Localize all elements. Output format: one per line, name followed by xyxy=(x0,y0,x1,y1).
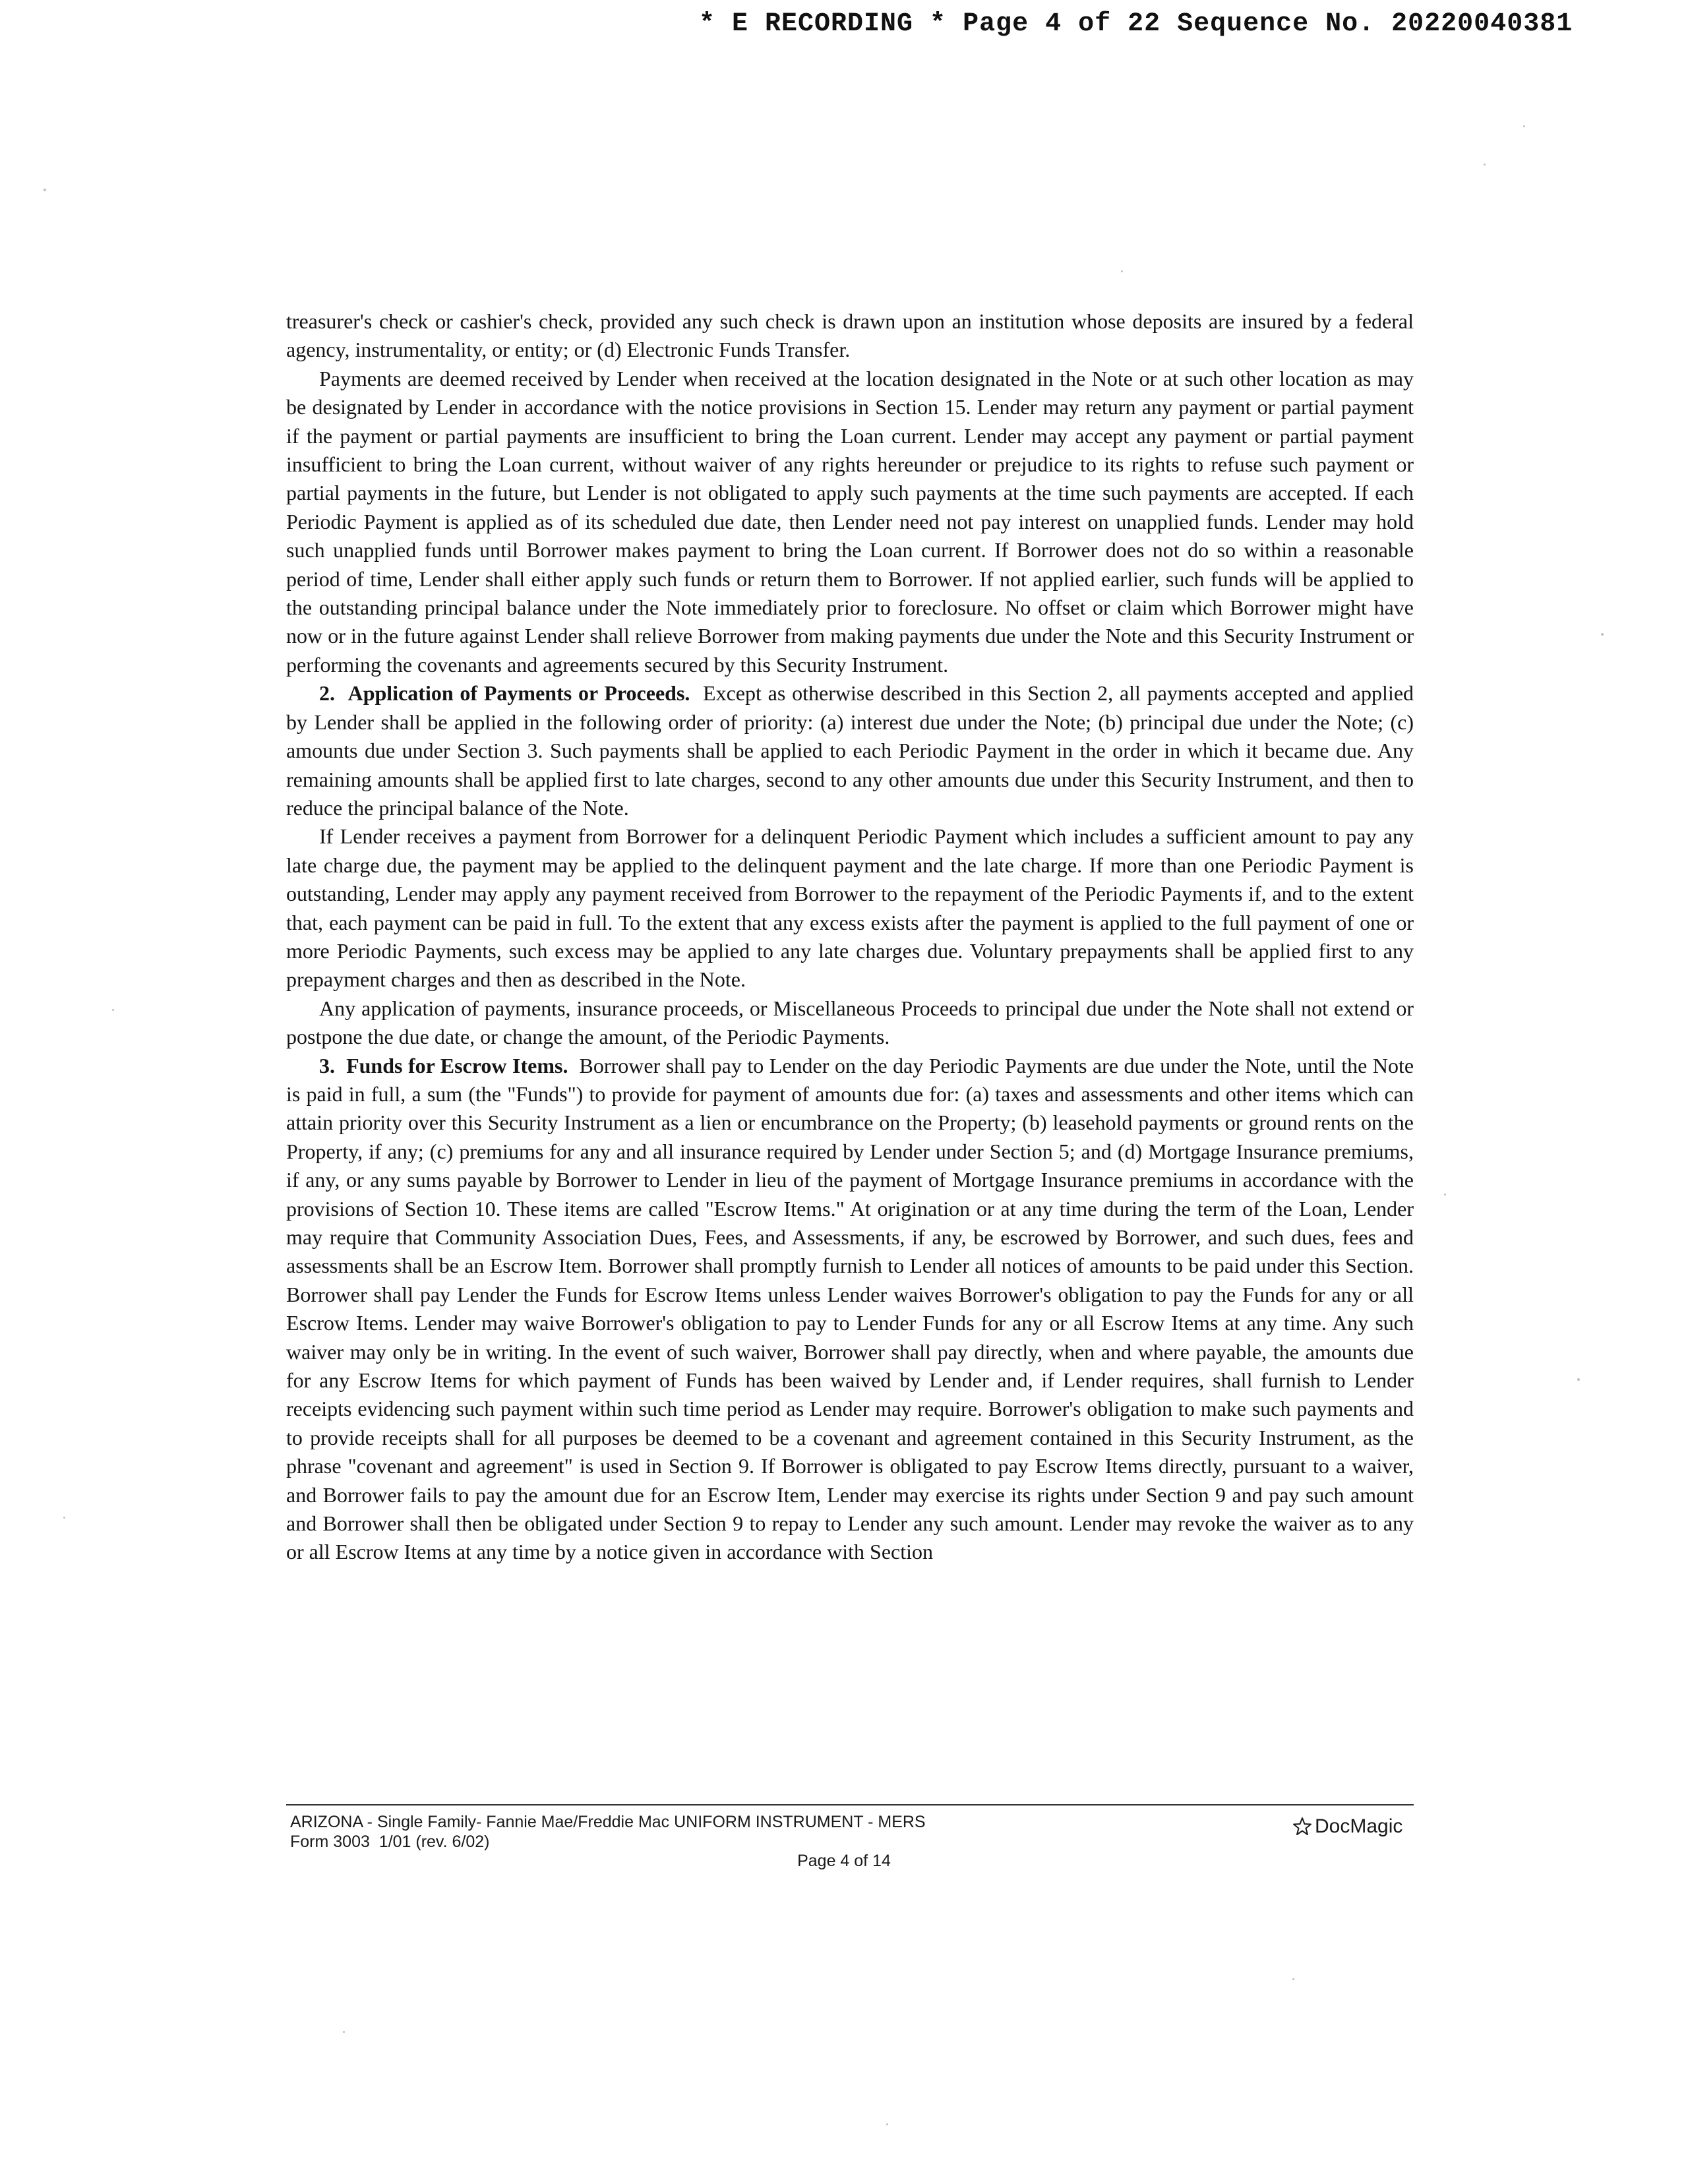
scan-speckle xyxy=(1121,270,1123,272)
scan-speckle xyxy=(1444,1194,1446,1196)
scan-speckle xyxy=(343,2031,345,2033)
docmagic-logo-text: DocMagic xyxy=(1315,1815,1403,1837)
footer-form-line-1: ARIZONA - Single Family- Fannie Mae/Freddie Mac UNIFORM INSTRUMENT - MERS xyxy=(290,1813,926,1831)
section-2-number: 2. xyxy=(319,681,335,706)
scan-speckle xyxy=(1292,1978,1294,1980)
section-3-number: 3. xyxy=(319,1053,335,1077)
section-2-title: Application of Payments or Proceeds. xyxy=(347,681,690,706)
section-2-paragraph xyxy=(286,679,1414,822)
section-3-title: Funds for Escrow Items. xyxy=(346,1053,568,1077)
scan-speckle xyxy=(1601,633,1604,636)
star-outline-icon xyxy=(1292,1817,1312,1836)
recording-header: * E RECORDING * Page 4 of 22 Sequence No. 20220040381 xyxy=(699,9,1573,39)
scan-speckle xyxy=(1484,164,1486,166)
section-3-paragraph xyxy=(286,1052,1414,1567)
scan-speckle xyxy=(1577,1378,1580,1381)
paragraph-delinquent-payment: If Lender receives a payment from Borrower for a delinquent Periodic Payment which includes a sufficient amount to pay any late charge due, the payment may be applied to the delinquent payment and the late charge. If more than one Periodic Payment is outstanding, Lender may apply any payment received from Borrower to the repayment of the Periodic Payments if, and to the extent that, each payment can be paid in full. To the extent that any excess exists after the payment is applied to the full payment of one or more Periodic Payments, such excess may be applied to any late charges due. Voluntary prepayments shall be applied first to any prepayment charges and then as described in the Note. xyxy=(286,824,1414,992)
section-3-text: Borrower shall pay to Lender on the day Periodic Payments are due under the Note, until the Note is paid in full, a sum (the "Funds") to provide for payment of amounts due for: (a) taxes and assessments and other items which can attain priority over this Security Instrument as a lien or encumbrance on the Property; (b) leasehold payments or ground rents on the Property, if any; (c) premiums for any and all insurance required by Lender under Section 5; and (d) Mortgage Insurance premiums, if any, or any sums payable by Borrower to Lender in lieu of the payment of Mortgage Insurance premiums in accordance with the provisions of Section 10. These items are called "Escrow Items." At origination or at any time during the term of the Loan, Lender may require that Community Association Dues, Fees, and Assessments, if any, be escrowed by Borrower, and such dues, fees and assessments shall be an Escrow Item. Borrower shall promptly furnish to Lender all notices of amounts to be paid under this Section. Borrower shall pay Lender the Funds for Escrow Items unless Lender waives Borrower's obligation to pay the Funds for any or all Escrow Items. Lender may waive Borrower's obligation to pay to Lender Funds for any or all Escrow Items at any time. Any such waiver may only be in writing. In the event of such waiver, Borrower shall pay directly, when and where payable, the amounts due for any Escrow Items for which payment of Funds has been waived by Lender and, if Lender requires, shall furnish to Lender receipts evidencing such payment within such time period as Lender may require. Borrower's obligation to make such payments and to provide receipts shall for all purposes be deemed to be a covenant and agreement contained in this Security Instrument, as the phrase "covenant and agreement" is used in Section 9. If Borrower is obligated to pay Escrow Items directly, pursuant to a waiver, and Borrower fails to pay the amount due for an Escrow Item, Lender may exercise its rights under Section 9 and pay such amount and Borrower shall then be obligated under Section 9 to repay to Lender any such amount. Lender may revoke the waiver as to any or all Escrow Items at any time by a notice given in accordance with Section xyxy=(286,1053,1414,1564)
footer-form-line-2: Form 3003 1/01 (rev. 6/02) xyxy=(290,1833,490,1851)
footer-form-info xyxy=(290,1812,926,1852)
scan-speckle xyxy=(63,1517,65,1519)
footer-divider xyxy=(286,1804,1414,1805)
scan-speckle xyxy=(44,189,46,191)
section-2-text: Except as otherwise described in this Section 2, all payments accepted and applied by Lender shall be applied in the following order of priority: (a) interest due under the Note; (b) principal due under the Note; (c) amounts due under Section 3. Such payments shall be applied to each Periodic Payment in the order in which it became due. Any remaining amounts shall be applied first to late charges, second to any other amounts due under this Security Instrument, and then to reduce the principal balance of the Note. xyxy=(286,681,1414,820)
paragraph-payments-received: Payments are deemed received by Lender when received at the location designated in the Note or at such other location as may be designated by Lender in accordance with the notice provisions in Section 15. Lender may return any payment or partial payment if the payment or partial payments are insufficient to bring the Loan current. Lender may accept any payment or partial payment insufficient to bring the Loan current, without waiver of any rights hereunder or prejudice to its rights to refuse such payment or partial payments in the future, but Lender is not obligated to apply such payments at the time such payments are accepted. If each Periodic Payment is applied as of its scheduled due date, then Lender need not pay interest on unapplied funds. Lender may hold such unapplied funds until Borrower makes payment to bring the Loan current. If Borrower does not do so within a reasonable period of time, Lender shall either apply such funds or return them to Borrower. If not applied earlier, such funds will be applied to the outstanding principal balance under the Note immediately prior to foreclosure. No offset or claim which Borrower might have now or in the future against Lender shall relieve Borrower from making payments due under the Note and this Security Instrument or performing the covenants and agreements secured by this Security Instrument. xyxy=(286,366,1414,677)
document-body xyxy=(286,307,1414,1567)
paragraph-continuation: treasurer's check or cashier's check, provided any such check is drawn upon an institution whose deposits are insured by a federal agency, instrumentality, or entity; or (d) Electronic Funds Transfer. xyxy=(286,309,1414,362)
docmagic-logo xyxy=(1292,1813,1414,1840)
scan-speckle xyxy=(886,2123,888,2125)
paragraph-application-of-payments: Any application of payments, insurance proceeds, or Miscellaneous Proceeds to principal due under the Note shall not extend or postpone the due date, or change the amount, of the Periodic Payments. xyxy=(286,996,1414,1049)
scan-speckle xyxy=(1523,125,1525,127)
scan-speckle xyxy=(112,1009,114,1011)
footer-page-number: Page 4 of 14 xyxy=(797,1852,891,1870)
